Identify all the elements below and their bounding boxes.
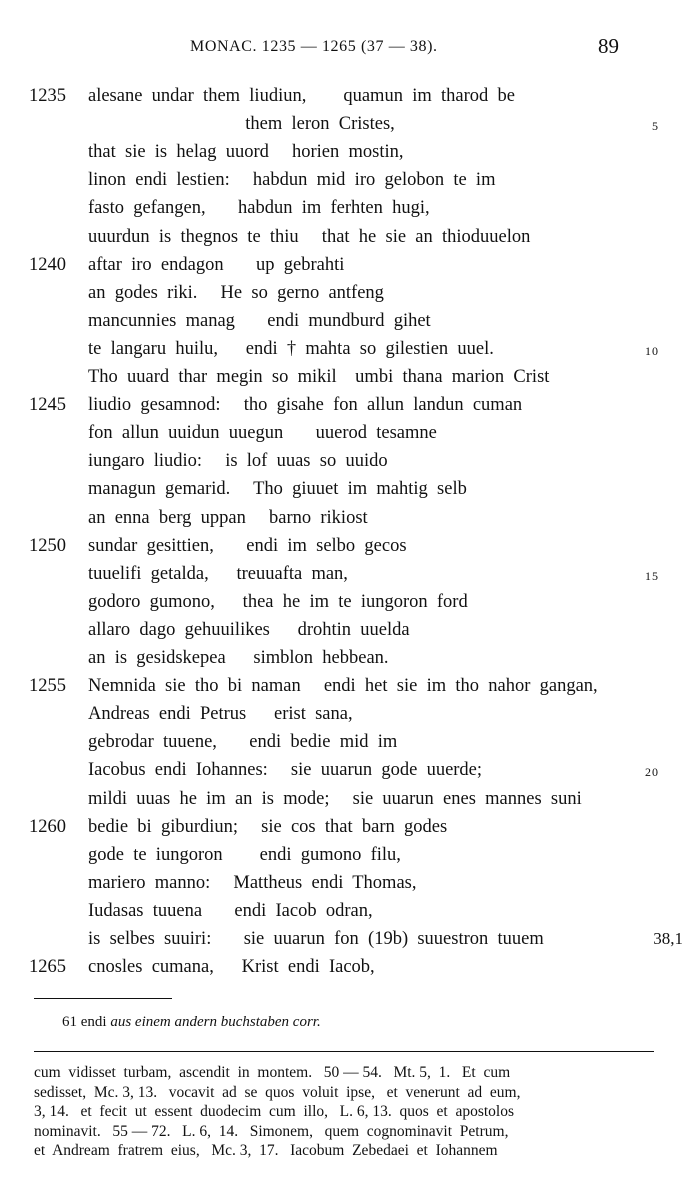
verse-text: fon allun uuidun uuegun uuerod tesamne <box>88 423 437 444</box>
verse-text: iungaro liudio: is lof uuas so uuido <box>88 451 388 472</box>
verse-text: Tho uuard thar megin so mikil umbi thana marion Crist <box>88 367 550 387</box>
verse-line <box>0 676 687 704</box>
verse-line <box>0 114 687 142</box>
verse-text: an godes riki. He so gerno antfeng <box>88 282 384 303</box>
latin-sources <box>34 1063 654 1161</box>
verse-line <box>0 929 687 957</box>
footnote <box>62 1014 321 1031</box>
verse-text: that sie is helag uuord horien mostin, <box>88 142 404 163</box>
verse-line <box>0 508 687 536</box>
line-number: 1245 <box>29 395 66 416</box>
verse-line <box>0 479 687 507</box>
verse-text: managun gemarid. Tho giuuet im mahtig selb <box>88 479 467 500</box>
verse-text: uuurdun is thegnos te thiu that he sie an thioduuelon <box>88 226 531 247</box>
footnote-number: 61 <box>62 1014 77 1030</box>
source-line: cum vidisset turbam, ascendit in montem. 50 — 54. Mt. 5, 1. Et cum <box>34 1064 511 1081</box>
verse-line <box>0 564 687 592</box>
verse-line <box>0 451 687 479</box>
footnote-comment: aus einem andern buchstaben corr. <box>110 1014 321 1030</box>
page-number: 89 <box>598 34 619 58</box>
sources-separator <box>34 1051 654 1052</box>
line-number: 1250 <box>29 535 66 556</box>
verse-text: an is gesidskepea simblon hebbean. <box>88 648 389 668</box>
verse-text: mariero manno: Mattheus endi Thomas, <box>88 872 417 893</box>
verse-text: mancunnies manag endi mundburd gihet <box>88 310 431 331</box>
verse-line <box>0 536 687 564</box>
verse-text: sundar gesittien, endi im selbo gecos <box>88 535 407 556</box>
verse-line <box>0 648 687 676</box>
verse-text: is selbes suuiri: sie uuarun fon (19b) suuestron tuuem <box>88 929 544 949</box>
footnote-word: endi <box>80 1014 107 1030</box>
verse-line <box>0 845 687 873</box>
verse-line <box>0 817 687 845</box>
line-number: 1235 <box>29 86 66 106</box>
line-number: 1265 <box>29 957 66 978</box>
verse-text: te langaru huilu, endi † mahta so gilestien uuel. <box>88 338 494 359</box>
verse-line <box>0 311 687 339</box>
verse-text: godoro gumono, thea he im te iungoron ford <box>88 591 468 612</box>
verse-line <box>0 198 687 226</box>
verse-line <box>0 789 687 817</box>
verse-text: Iacobus endi Iohannes: sie uuarun gode uuerde; <box>88 760 483 781</box>
verse-text: mildi uuas he im an is mode; sie uuarun enes mannes suni <box>88 788 582 809</box>
verse-text: aftar iro endagon up gebrahti <box>88 254 345 275</box>
page-header <box>0 34 687 62</box>
source-line: 3, 14. et fecit ut essent duodecim cum illo, L. 6, 13. quos et apostolos <box>34 1103 515 1120</box>
verse-text: cnosles cumana, Krist endi Iacob, <box>88 957 375 978</box>
line-number: 1240 <box>29 254 66 275</box>
verse-text: linon endi lestien: habdun mid iro gelobon te im <box>88 170 496 191</box>
source-line: nominavit. 55 — 72. L. 6, 14. Simonem, quem cognominavit Petrum, <box>34 1122 509 1140</box>
verse-line <box>0 227 687 255</box>
verse-text: an enna berg uppan barno rikiost <box>88 507 368 528</box>
verse-line <box>0 901 687 929</box>
verse-line <box>0 255 687 283</box>
verse-text: fasto gefangen, habdun im ferhten hugi, <box>88 198 430 219</box>
verse-line <box>0 423 687 451</box>
verse-line <box>0 367 687 395</box>
margin-number: 15 <box>645 568 659 583</box>
verse-line <box>0 142 687 170</box>
source-line: et Andream fratrem eius, Mc. 3, 17. Iacobum Zebedaei et Iohannem <box>34 1142 498 1159</box>
source-line: sedisset, Mc. 3, 13. vocavit ad se quos voluit ipse, et venerunt ad eum, <box>34 1083 521 1101</box>
verse-line <box>0 620 687 648</box>
verse-text: allaro dago gehuuilikes drohtin uuelda <box>88 619 410 640</box>
verse-text: Andreas endi Petrus erist sana, <box>88 704 353 725</box>
line-number: 1255 <box>29 676 66 697</box>
verse-line <box>0 395 687 423</box>
verse-line <box>0 86 687 114</box>
margin-number: 20 <box>645 765 659 780</box>
verse-line <box>0 283 687 311</box>
verse-line <box>0 873 687 901</box>
verse-text: Nemnida sie tho bi naman endi het sie im tho nahor gangan, <box>88 676 598 697</box>
verse-text: bedie bi giburdiun; sie cos that barn godes <box>88 816 448 837</box>
verse-text: tuuelifi getalda, treuuafta man, <box>88 563 348 584</box>
verse-text: alesane undar them liudiun, quamun im tharod be <box>88 86 515 106</box>
margin-number: 38,1 <box>653 929 683 948</box>
verse-text: them leron Cristes, <box>88 114 395 135</box>
verse-line <box>0 704 687 732</box>
verse-line <box>0 170 687 198</box>
verse-text: gode te iungoron endi gumono filu, <box>88 844 401 865</box>
verse-text: gebrodar tuuene, endi bedie mid im <box>88 732 398 753</box>
verse-line <box>0 339 687 367</box>
running-title: MONAC. 1235 — 1265 (37 — 38). <box>190 38 438 55</box>
verse-text: liudio gesamnod: tho gisahe fon allun landun cuman <box>88 395 523 416</box>
verse-line <box>0 957 687 985</box>
line-number: 1260 <box>29 816 66 837</box>
verse-line <box>0 732 687 760</box>
verse-line <box>0 592 687 620</box>
verse-line <box>0 760 687 788</box>
footnote-separator <box>34 998 172 999</box>
margin-number: 5 <box>652 119 659 134</box>
verse-text: Iudasas tuuena endi Iacob odran, <box>88 900 373 921</box>
margin-number: 10 <box>645 343 659 358</box>
